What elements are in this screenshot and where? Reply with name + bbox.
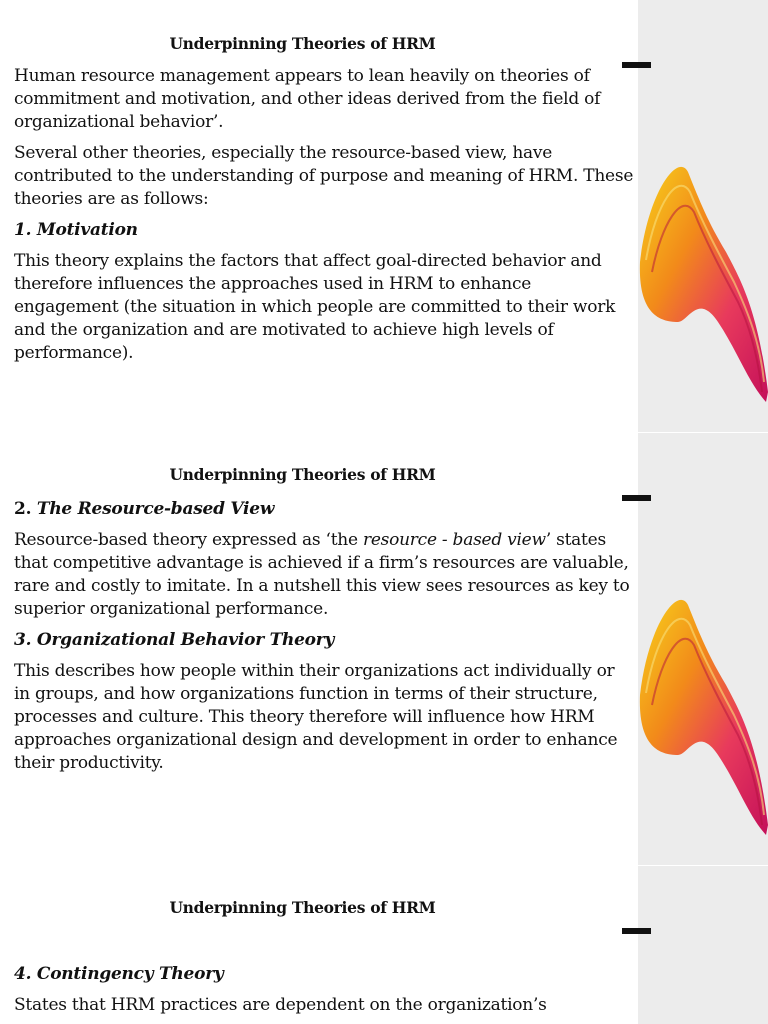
slide-2 (0, 433, 768, 865)
accent-dash (622, 928, 651, 934)
slide-title: Underpinning Theories of HRM (169, 898, 436, 917)
section-heading (14, 498, 634, 521)
paragraph: This describes how people within their organizations act individually or in groups, and how organizations function in terms of their structure, processes and culture. This theory therefore will influence how HRM approaches organizational design and development in order to enhance their productivity. (14, 661, 618, 773)
section-heading: 1. Motivation (14, 220, 138, 240)
heading-text: The Resource-based View (36, 499, 275, 519)
section-heading: 4. Contingency Theory (14, 964, 224, 984)
paragraph: This theory explains the factors that affect goal-directed behavior and therefore influences the approaches used in HRM to enhance engagement (the situation in which people are committed to their work and the organization and are motivated to achieve high levels of performance). (14, 251, 616, 363)
ribbon-graphic (638, 152, 768, 402)
paragraph (14, 529, 634, 621)
slide-1 (0, 0, 768, 432)
paragraph: States that HRM practices are dependent on the organization’s (14, 995, 547, 1015)
ribbon-graphic (638, 1018, 768, 1024)
panel-curve (620, 866, 768, 1024)
paragraph: Human resource management appears to lean heavily on theories of commitment and motivation, and other ideas derived from the field of organizational behavior’. (14, 66, 601, 132)
slide-body (14, 963, 634, 1024)
rbv-suffix: ’ states that competitive advantage is achieved if a firm’s resources are valuable, rare and costly to imitate. In a nutshell this view sees resources as key to superior organizational performance. (14, 530, 630, 619)
slide-title: Underpinning Theories of HRM (169, 34, 436, 53)
paragraph: Several other theories, especially the resource-based view, have contributed to the understanding of purpose and meaning of HRM. These theories are as follows: (14, 143, 634, 209)
slide-body (14, 498, 634, 783)
slide-3 (0, 866, 768, 1024)
slide-title: Underpinning Theories of HRM (169, 465, 436, 484)
heading-number: 2. (14, 499, 32, 519)
rbv-term: resource - based view (362, 530, 546, 550)
ribbon-graphic (638, 585, 768, 835)
slide-body (14, 65, 634, 373)
section-heading: 3. Organizational Behavior Theory (14, 630, 335, 650)
rbv-prefix: Resource-based theory expressed as ‘the (14, 530, 363, 550)
